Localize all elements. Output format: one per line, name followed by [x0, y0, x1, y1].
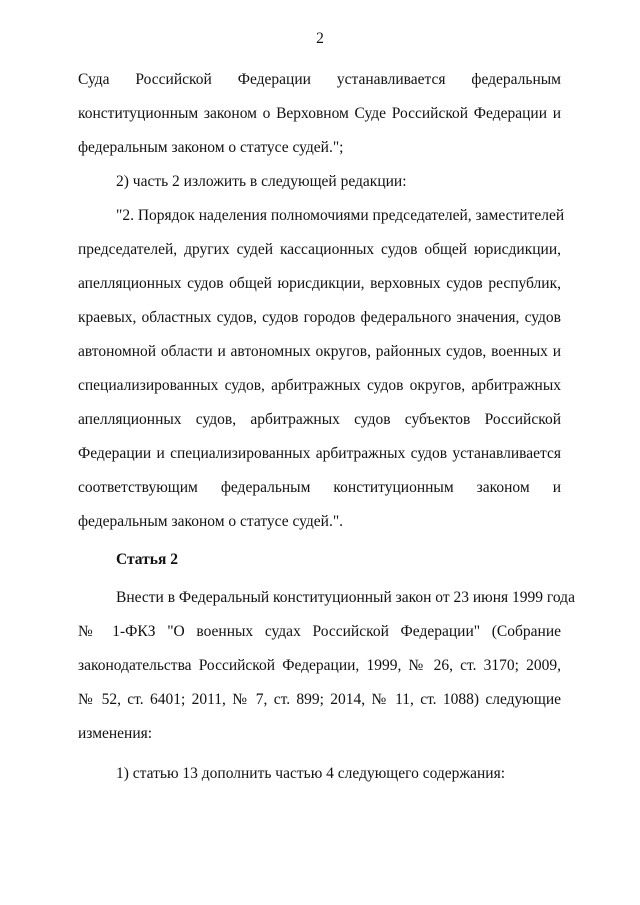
- paragraph-line: изменения:: [78, 725, 153, 742]
- paragraph-line: краевых, областных судов, судов городов федерального значения, судов: [78, 309, 561, 326]
- paragraph-line: Суда Российской Федерации устанавливается федеральным: [78, 71, 561, 88]
- paragraph-line: федеральным законом о статусе судей.";: [78, 139, 344, 156]
- paragraph-line: конституционным законом о Верховном Суде Российской Федерации и: [78, 105, 561, 122]
- paragraph-line: "2. Порядок наделения полномочиями председателей, заместителей: [116, 207, 565, 224]
- paragraph-line: № 52, ст. 6401; 2011, № 7, ст. 899; 2014, № 11, ст. 1088) следующие: [78, 691, 561, 708]
- paragraph-line: Федерации и специализированных арбитражных судов устанавливается: [78, 445, 561, 462]
- page-number: 2: [316, 30, 324, 47]
- paragraph-line: автономной области и автономных округов, районных судов, военных и: [78, 343, 561, 360]
- article-heading: Статья 2: [116, 551, 178, 568]
- paragraph-line: 1) статью 13 дополнить частью 4 следующего содержания:: [116, 765, 506, 782]
- paragraph-line: законодательства Российской Федерации, 1999, № 26, ст. 3170; 2009,: [78, 657, 561, 674]
- paragraph-line: апелляционных судов общей юрисдикции, верховных судов республик,: [78, 275, 561, 292]
- paragraph-line: федеральным законом о статусе судей.".: [78, 513, 344, 530]
- paragraph-line: председателей, других судей кассационных судов общей юрисдикции,: [78, 241, 561, 258]
- paragraph-line: специализированных судов, арбитражных судов округов, арбитражных: [78, 377, 561, 394]
- paragraph-line: Внести в Федеральный конституционный закон от 23 июня 1999 года: [116, 589, 575, 606]
- paragraph-line: апелляционных судов, арбитражных судов субъектов Российской: [78, 411, 561, 428]
- paragraph-line: соответствующим федеральным конституционным законом и: [78, 479, 561, 496]
- paragraph-line: 2) часть 2 изложить в следующей редакции:: [116, 173, 407, 190]
- paragraph-line: № 1-ФКЗ "О военных судах Российской Федерации" (Собрание: [78, 623, 561, 640]
